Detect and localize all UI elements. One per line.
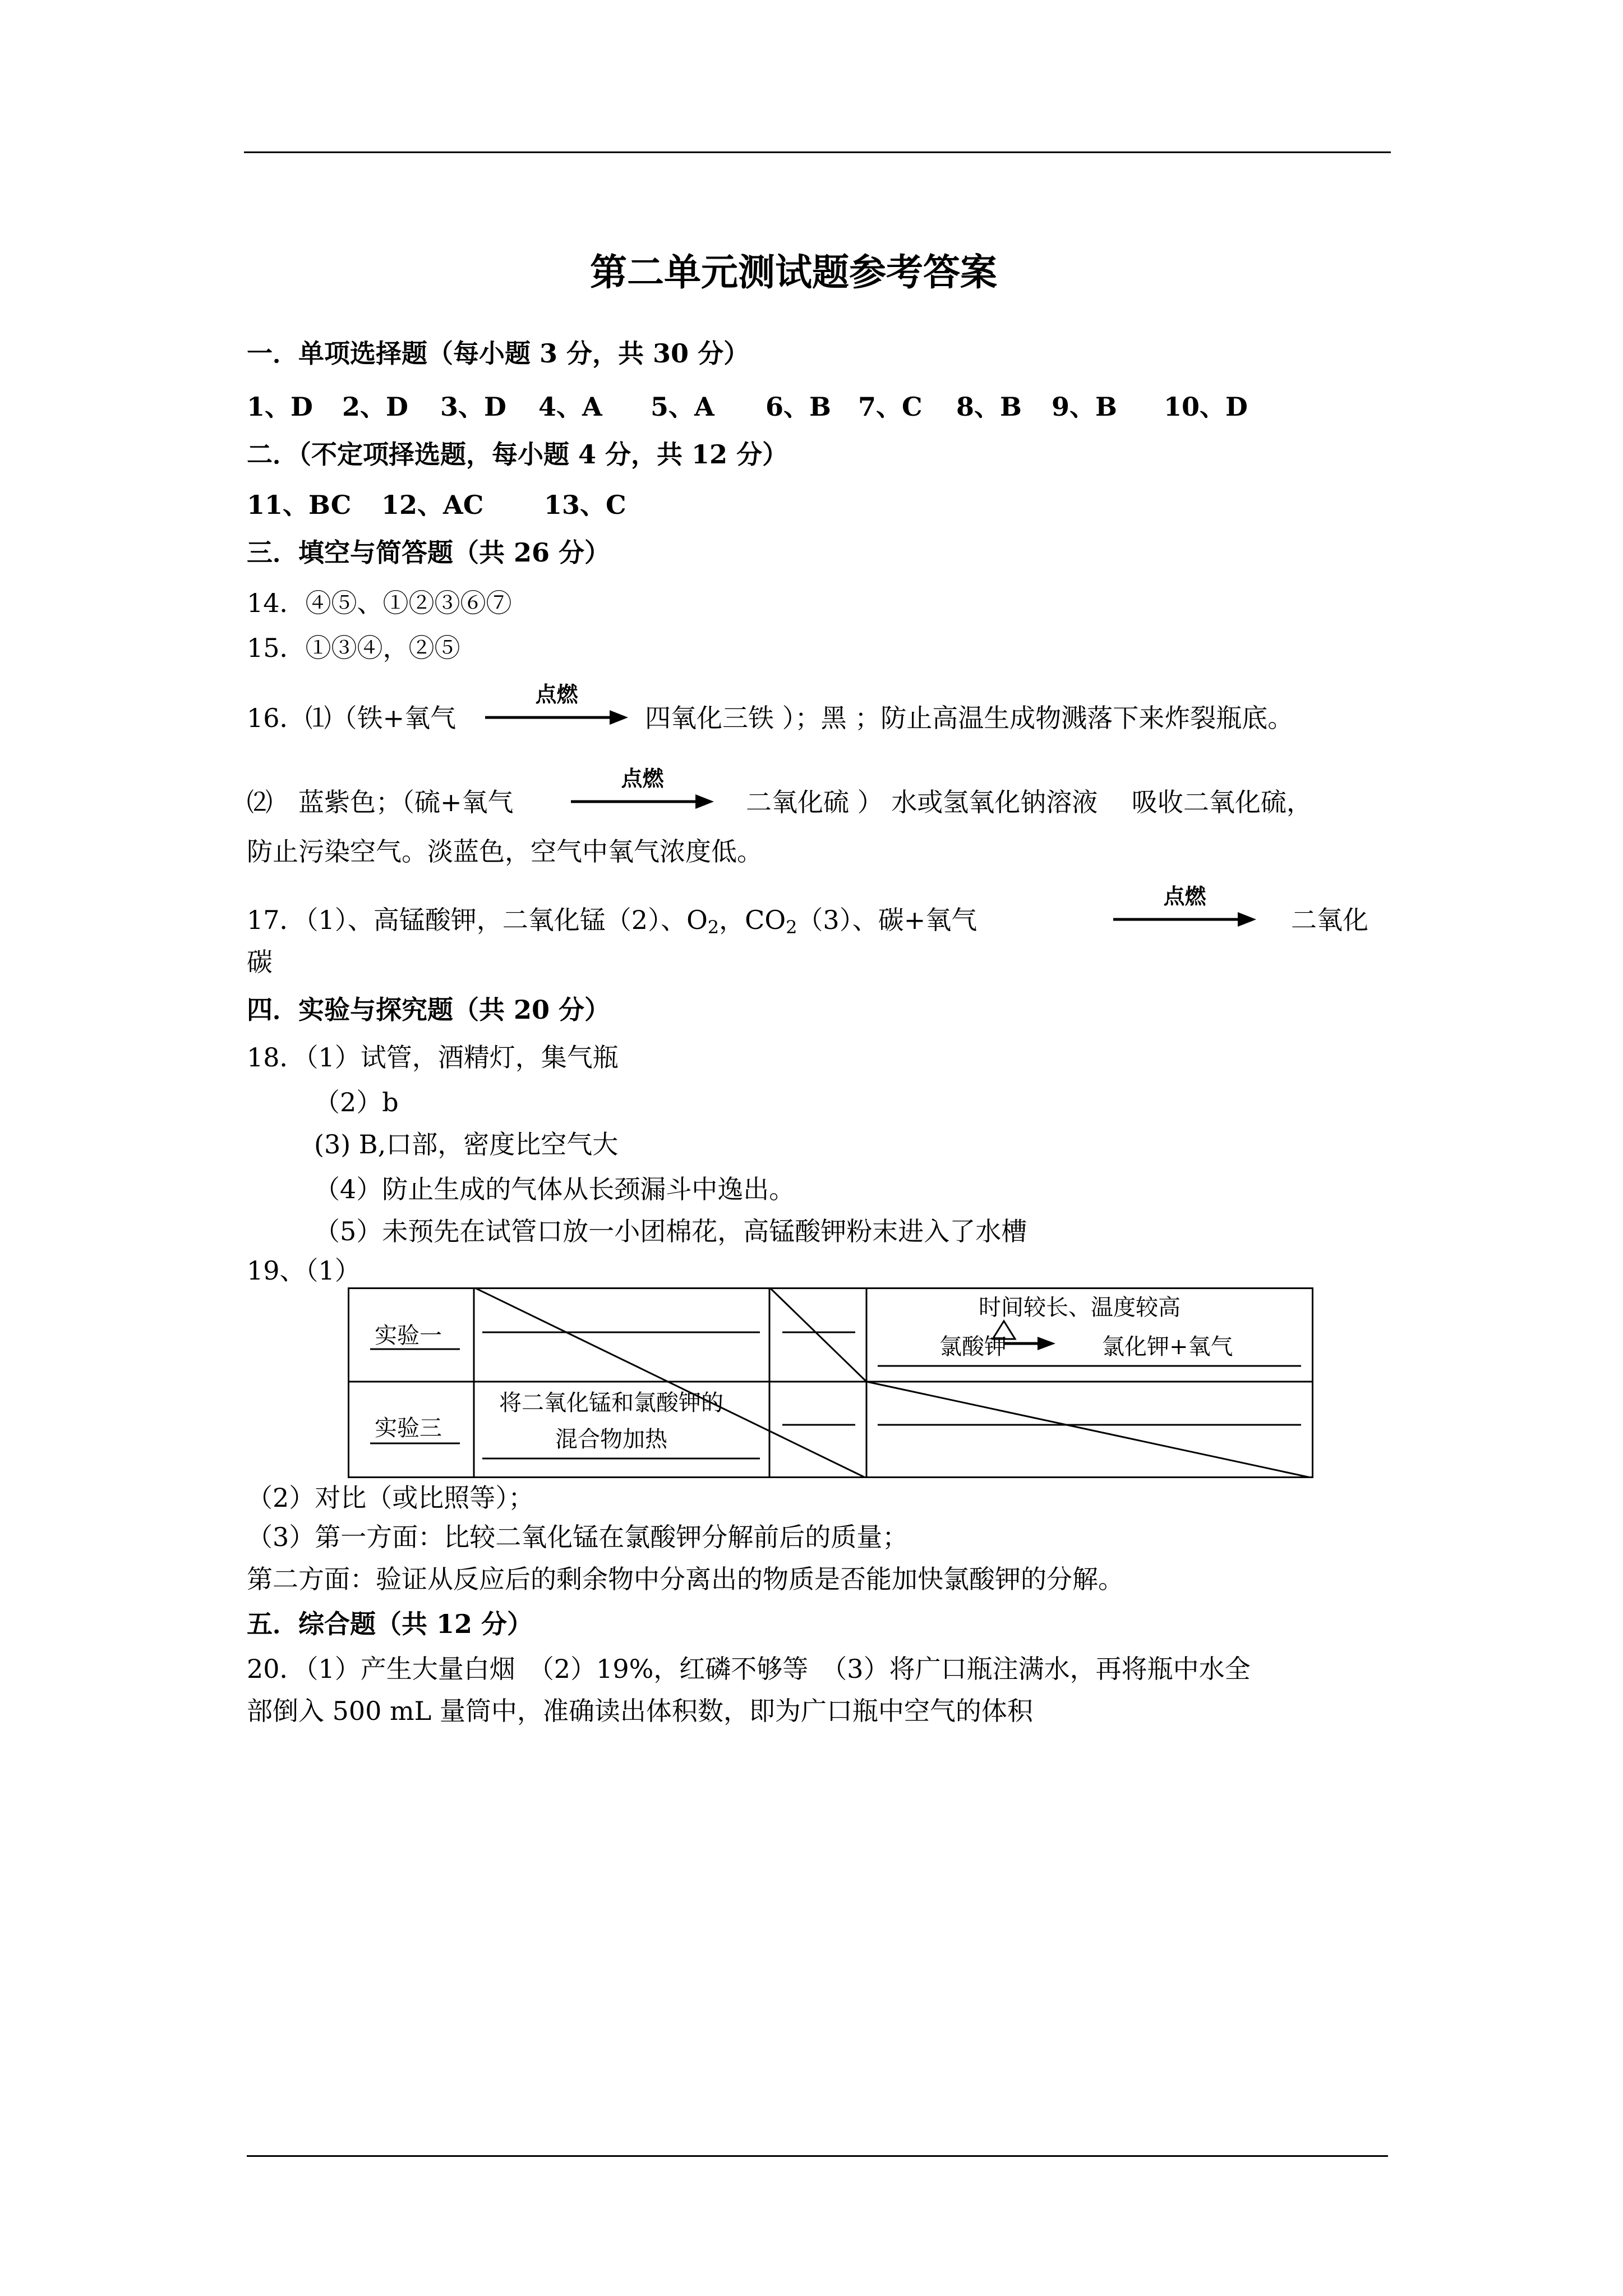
q17-mid: （3）、碳+氧气 [797, 905, 978, 935]
ignite-label: 点燃 [621, 766, 664, 791]
reaction-arrow [571, 766, 714, 811]
row1-reactant: 氯酸钾 [939, 1334, 1007, 1360]
footer-rule [247, 2155, 1388, 2157]
answer-7: 7、C [858, 392, 923, 422]
q18-1: 18．（1）试管，酒精灯，集气瓶 [247, 1042, 619, 1073]
row1-label: 实验一 [375, 1323, 442, 1349]
q17-co2: ，CO [719, 905, 786, 935]
ignite-label: 点燃 [535, 682, 578, 707]
ignite-label: 点燃 [1163, 884, 1206, 909]
q19-1: 19、（1） [247, 1255, 361, 1286]
q17-start: 17．（1）、高锰酸钾，二氧化锰（2）、O [247, 905, 708, 935]
q19-2: （2）对比（或比照等）； [247, 1483, 534, 1513]
row2-text-line1: 将二氧化锰和氯酸钾的 [499, 1390, 723, 1416]
answer-13: 13、C [544, 490, 626, 520]
q19-4: 第二方面：验证从反应后的剩余物中分离出的物质是否能加快氯酸钾的分解。 [247, 1564, 1124, 1594]
section-3-heading: 三．填空与简答题（共 26 分） [247, 537, 611, 568]
q18-3: (3) B,口部，密度比空气大 [314, 1129, 619, 1159]
reaction-arrow [1113, 884, 1256, 929]
experiment-table [348, 1287, 1313, 1478]
q20-line1: 20．（1）产生大量白烟 （2）19%，红磷不够等 （3）将广口瓶注满水，再将瓶中水全 [247, 1654, 1251, 1684]
section-4-heading: 四．实验与探究题（共 20 分） [247, 995, 611, 1025]
answer-11: 11、BC [247, 490, 352, 520]
section-1-heading: 一．单项选择题（每小题 3 分，共 30 分） [247, 338, 750, 369]
page-title: 第二单元测试题参考答案 [590, 250, 997, 294]
q18-2: （2）b [314, 1087, 399, 1117]
reaction-arrow [485, 682, 628, 727]
q17-line1 [247, 903, 977, 944]
answer-5: 5、A [651, 392, 714, 422]
answer-4: 4、A [538, 392, 602, 422]
q16-part2-start: ⑵ 蓝紫色；（硫+氧气 [247, 787, 514, 817]
section-2-heading: 二．（不定项择选题，每小题 4 分，共 12 分） [247, 439, 789, 470]
answer-8: 8、B [956, 392, 1022, 422]
co2-subscript: 2 [786, 917, 797, 938]
q16-part1-end: 四氧化三铁 ）；黑 ；防止高温生成物溅落下来炸裂瓶底。 [645, 703, 1294, 733]
q17-end: 二氧化 [1291, 905, 1368, 935]
row2-text-line2: 混合物加热 [555, 1427, 667, 1452]
answer-10: 10、D [1164, 392, 1248, 422]
q18-5: （5）未预先在试管口放一小团棉花，高锰酸钾粉末进入了水槽 [314, 1216, 1027, 1246]
q14: 14．④⑤、①②③⑥⑦ [247, 588, 512, 618]
o2-subscript: 2 [707, 917, 720, 938]
q16-part2-line2: 防止污染空气。淡蓝色，空气中氧气浓度低。 [247, 836, 763, 867]
answer-9: 9、B [1052, 392, 1117, 422]
q17-line2: 碳 [247, 947, 273, 977]
answer-12: 12、AC [381, 490, 484, 520]
q19-3: （3）第一方面：比较二氧化锰在氯酸钾分解前后的质量； [247, 1522, 909, 1552]
answer-1: 1、D [247, 392, 313, 422]
row1-condition: 时间较长、温度较高 [979, 1295, 1181, 1320]
section-5-heading: 五．综合题（共 12 分） [247, 1609, 533, 1639]
row2-label: 实验三 [375, 1415, 442, 1441]
q20-line2: 部倒入 500 mL 量筒中，准确读出体积数，即为广口瓶中空气的体积 [247, 1696, 1033, 1726]
q16-part2-end: 二氧化硫 ） 水或氢氧化钠溶液 吸收二氧化硫， [746, 787, 1312, 817]
answer-2: 2、D [342, 392, 408, 422]
q15: 15．①③④，②⑤ [247, 633, 460, 663]
header-rule [244, 151, 1391, 153]
q16-part1-start: 16．⑴（铁+氧气 [247, 703, 457, 733]
q18-4: （4）防止生成的气体从长颈漏斗中逸出。 [314, 1174, 795, 1204]
answer-6: 6、B [766, 392, 831, 422]
answer-3: 3、D [440, 392, 506, 422]
row1-product: 氯化钾+氧气 [1102, 1334, 1233, 1360]
